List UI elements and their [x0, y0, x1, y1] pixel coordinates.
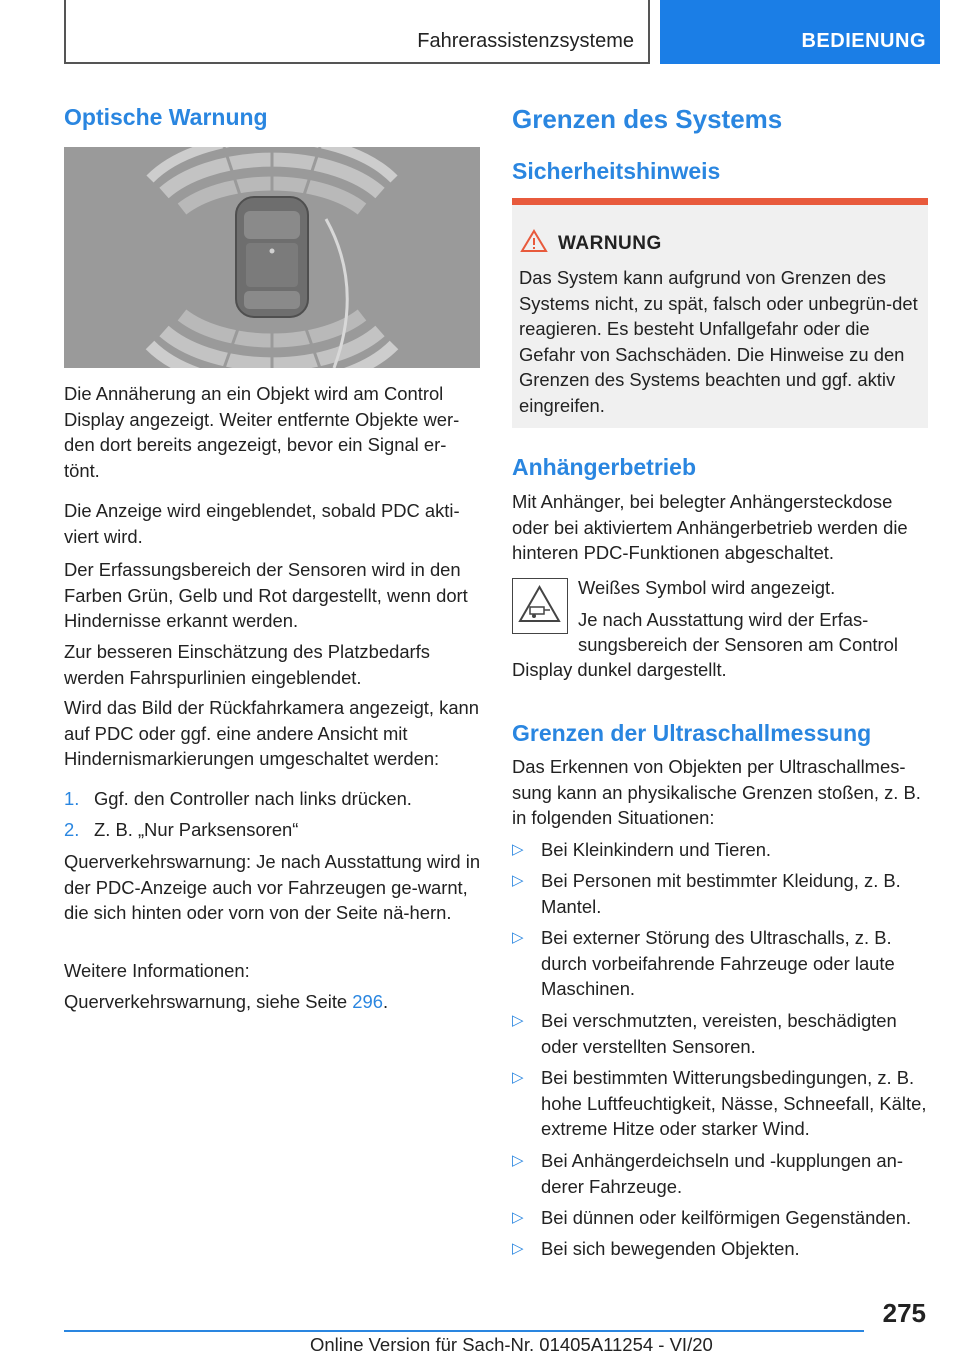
bullet-triangle-icon: ▷ — [512, 1152, 524, 1169]
bullet-triangle-icon: ▷ — [512, 841, 524, 858]
step-text: Z. B. „Nur Parksensoren“ — [94, 819, 299, 840]
heading-sicherheitshinweis: Sicherheitshinweis — [512, 158, 721, 184]
step-number: 1. — [64, 788, 80, 809]
bullet-text: Bei dünnen oder keilförmigen Gegenständen. — [541, 1207, 912, 1228]
pdc-illustration — [64, 147, 480, 368]
step-number: 2. — [64, 819, 80, 840]
heading-anhaengerbetrieb: Anhängerbetrieb — [512, 454, 697, 480]
heading-ultraschallmessung: Grenzen der Ultraschallmessung — [512, 720, 872, 746]
page-link-296[interactable]: 296 — [352, 991, 383, 1012]
header-chapter-title: BEDIENUNG — [801, 30, 926, 52]
bullet-text: Bei sich bewegenden Objekten. — [541, 1238, 800, 1259]
warning-text: Das System kann aufgrund von Grenzen des Systems nicht, zu spät, falsch oder unbegrün-det reagieren. Es besteht Unfallgefahr oder die Gefahr von Sachschäden. Die Hinweise zu den Grenzen des Systems beachten und ggf. aktiv eingreifen. — [519, 267, 918, 416]
paragraph-querverkehrswarnung: Querverkehrswarnung: Je nach Ausstattung wird in der PDC-Anzeige auch vor Fahrzeugen ge-warnt, die sich hinten oder vorn von der Seite nä-hern. — [64, 851, 481, 923]
bullet-text: Bei Personen mit bestimmter Kleidung, z. B. Mantel. — [541, 870, 901, 917]
paragraph-anhaenger: Mit Anhänger, bei belegter Anhängersteckdose oder bei aktiviertem Anhängerbetrieb werden die hinteren PDC-Funktionen abgeschaltet. — [512, 491, 908, 563]
symbol-note-line1: Je nach Ausstattung wird der Erfas- — [578, 609, 869, 630]
bullet-text: Bei bestimmten Witterungsbedingungen, z. B. hohe Luftfeuchtigkeit, Nässe, Schneefall, Kälte, extreme Hitze oder starker Wind. — [541, 1067, 927, 1139]
paragraph-platzbedarf: Zur besseren Einschätzung des Platzbedarfs werden Fahrspurlinien eingeblendet. — [64, 641, 430, 688]
paragraph-rueckfahrkamera: Wird das Bild der Rückfahrkamera angezeigt, kann auf PDC oder ggf. eine andere Ansicht mit Hindernismarkierungen umgeschaltet werden: — [64, 697, 480, 769]
bullet-triangle-icon: ▷ — [512, 1209, 524, 1226]
symbol-note-line3: Display dunkel dargestellt. — [512, 659, 727, 680]
paragraph-weitere-informationen: Weitere Informationen: — [64, 960, 250, 981]
footer-version-text: Online Version für Sach-Nr. 01405A11254 - VI/20 — [310, 1334, 713, 1355]
page-number: 275 — [882, 1298, 926, 1328]
footer-divider — [64, 1330, 864, 1332]
symbol-note-line2: sungsbereich der Sensoren am Control — [578, 634, 898, 655]
header-section-tab — [64, 0, 650, 64]
warning-box — [512, 198, 928, 428]
bullet-text: Bei Anhängerdeichseln und -kupplungen an-derer Fahrzeuge. — [541, 1150, 903, 1197]
heading-optische-warnung: Optische Warnung — [64, 104, 268, 130]
header-section-title: Fahrerassistenzsysteme — [417, 30, 634, 52]
bullet-text: Bei Kleinkindern und Tieren. — [541, 839, 772, 860]
heading-grenzen-des-systems: Grenzen des Systems — [512, 104, 783, 134]
paragraph-page-reference — [64, 989, 480, 1015]
trailer-warning-symbol — [512, 578, 568, 634]
warning-title: WARNUNG — [558, 233, 662, 254]
step-text: Ggf. den Controller nach links drücken. — [94, 788, 412, 809]
bullet-triangle-icon: ▷ — [512, 872, 524, 889]
bullet-triangle-icon: ▷ — [512, 1012, 524, 1029]
bullet-triangle-icon: ▷ — [512, 1069, 524, 1086]
bullet-text: Bei externer Störung des Ultraschalls, z. B. durch vorbeifahrende Fahrzeuge oder laute Maschinen. — [541, 927, 895, 999]
bullet-triangle-icon: ▷ — [512, 929, 524, 946]
warning-triangle-icon — [520, 229, 548, 253]
bullet-text: Bei verschmutzten, vereisten, beschädigten oder verstellten Sensoren. — [541, 1010, 897, 1057]
paragraph-anzeige-eingeblendet: Die Anzeige wird eingeblendet, sobald PDC akti-viert wird. — [64, 500, 460, 547]
symbol-description: Weißes Symbol wird angezeigt. — [578, 577, 836, 598]
paragraph-erfassungsbereich: Der Erfassungsbereich der Sensoren wird in den Farben Grün, Gelb und Rot dargestellt, wenn dort Hindernisse erkannt werden. — [64, 559, 468, 631]
reference-text: Querverkehrswarnung, siehe Seite — [64, 991, 353, 1012]
bullet-triangle-icon: ▷ — [512, 1240, 524, 1257]
header-chapter-tab — [660, 0, 940, 64]
paragraph-annaeherung: Die Annäherung an ein Objekt wird am Control Display angezeigt. Weiter entfernte Objekte wer-den dort bereits angezeigt, bevor ein Signal er-tönt. — [64, 383, 460, 481]
reference-suffix: . — [382, 991, 389, 1012]
paragraph-ultraschall: Das Erkennen von Objekten per Ultraschallmes-sung kann an physikalische Grenzen stoßen, z. B. in folgenden Situationen: — [512, 756, 921, 828]
